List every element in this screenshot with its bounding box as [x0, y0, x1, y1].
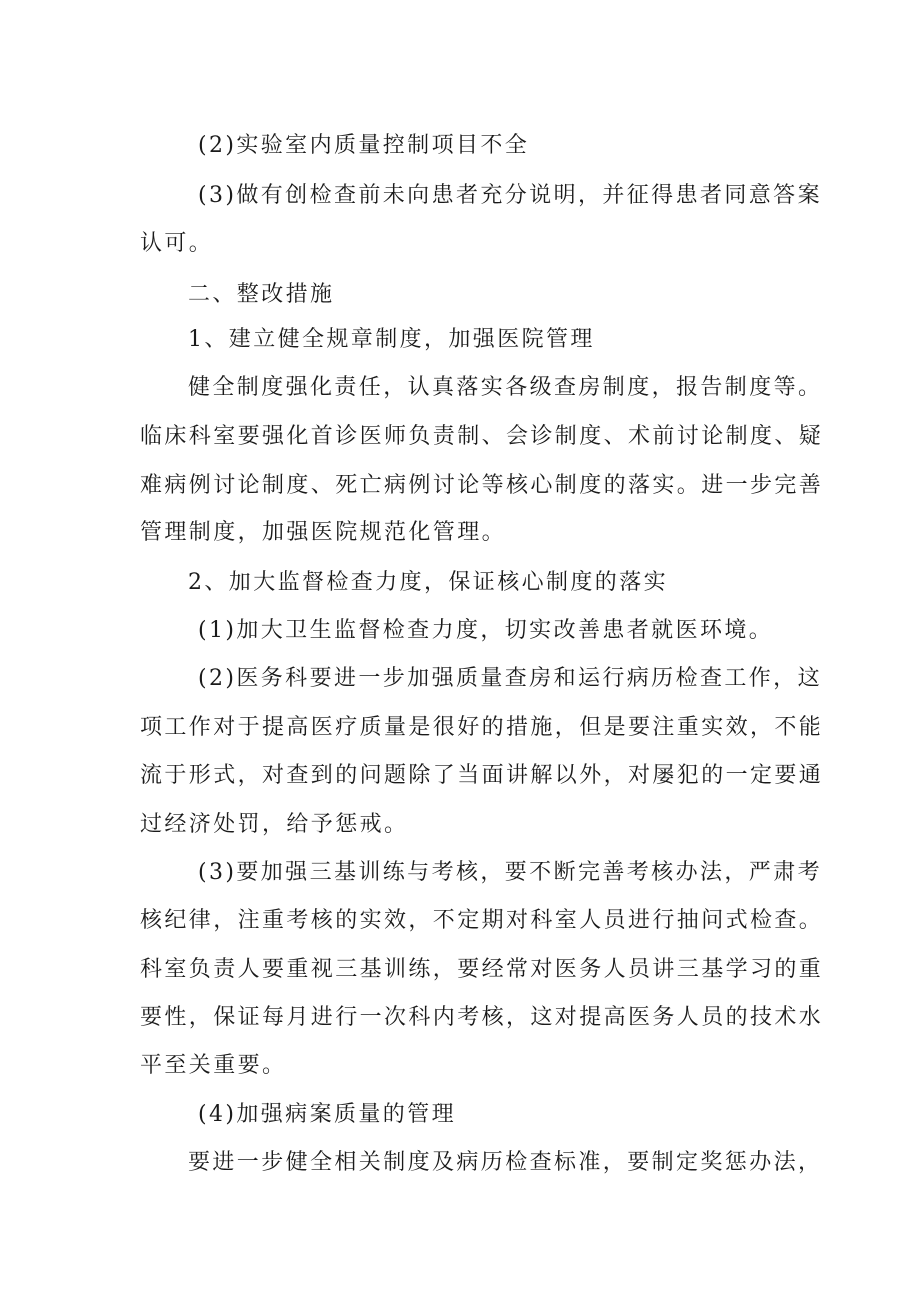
text-line-14: 流于形式，对查到的问题除了当面讲解以外，对屡犯的一定要通 [140, 763, 824, 788]
text-line-6: 健全制度强化责任，认真落实各级查房制度，报告制度等。 [188, 375, 823, 400]
text-line-20: 平至关重要。 [140, 1053, 287, 1078]
text-line-9: 管理制度，加强医院规范化管理。 [140, 520, 507, 545]
text-line-16: (3)要加强三基训练与考核，要不断完善考核办法，严肃考 [198, 860, 822, 885]
text-line-13: 项工作对于提高医疗质量是很好的措施，但是要注重实效，不能 [140, 715, 824, 740]
text-line-17: 核纪律，注重考核的实效，不定期对科室人员进行抽问式检查。 [140, 908, 824, 933]
section-heading: 二、整改措施 [188, 282, 335, 307]
text-line-2: (3)做有创检查前未向患者充分说明，并征得患者同意答案 [198, 183, 822, 208]
subheading-1: 1、建立健全规章制度，加强医院管理 [188, 327, 595, 352]
text-line-19: 要性，保证每月进行一次科内考核，这对提高医务人员的技术水 [140, 1005, 824, 1030]
text-line-22: 要进一步健全相关制度及病历检查标准，要制定奖惩办法， [188, 1150, 823, 1175]
text-line-3: 认可。 [140, 231, 214, 256]
text-line-21: (4)加强病案质量的管理 [198, 1102, 456, 1127]
text-line-11: (1)加大卫生监督检查力度，切实改善患者就医环境。 [198, 618, 774, 643]
text-line-18: 科室负责人要重视三基训练，要经常对医务人员讲三基学习的重 [140, 957, 824, 982]
subheading-2: 2、加大监督检查力度，保证核心制度的落实 [188, 570, 668, 595]
text-line-7: 临床科室要强化首诊医师负责制、会诊制度、术前讨论制度、疑 [140, 424, 824, 449]
text-line-8: 难病例讨论制度、死亡病例讨论等核心制度的落实。进一步完善 [140, 473, 824, 498]
text-line-12: (2)医务科要进一步加强质量查房和运行病历检查工作，这 [198, 666, 822, 691]
text-line-15: 过经济处罚，给予惩戒。 [140, 812, 409, 837]
text-line-1: (2)实验室内质量控制项目不全 [198, 133, 530, 158]
